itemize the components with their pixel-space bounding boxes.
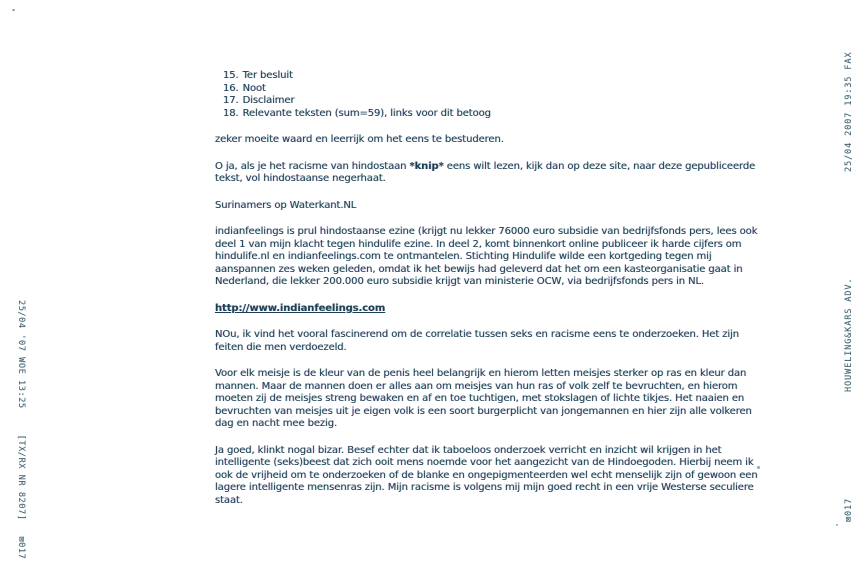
paragraph-complaint: indianfeelings is prul hindostaanse ezine (krijgt nu lekker 76000 euro subsidie van bedrijfsfonds pers, lees ook deel 1 van mijn klacht tegen hindulife ezine. In deel 2, komt binnenkort online publiceer ik harde cijfers om hindulife.nl en indianfeelings.com te ontmantelen. Stichting Hindulife wilde een kortgeding tegen mij aanspannen zes weken geleden, omdat ik het bewijs had geleverd dat het om een kasteorganisatie gaat in Nederland, die lekker 200.000 euro subsidie krijgt van ministerie OCW, via bedrijfsfonds pers in NL. <box>215 226 758 287</box>
indianfeelings-link[interactable]: http://www.indianfeelings.com <box>215 302 386 314</box>
fax-stamp-right-page-number: ⊠017 <box>844 497 854 522</box>
paragraph-oja-text: eens wilt lezen, kijk dan op deze site, naar deze gepubliceerde tekst, vol hindostaanse negerhaat. <box>215 160 756 184</box>
scan-speck <box>757 466 760 469</box>
paragraph-intro: zeker moeite waard en leerrijk om het eens te bestuderen. <box>215 134 504 145</box>
list-item-number: 17. <box>223 95 239 106</box>
document-body <box>215 70 855 521</box>
list-item-label: Noot <box>242 82 266 94</box>
list-item <box>223 70 855 83</box>
paragraph-oja <box>215 161 855 186</box>
fax-left-page-number: ⊠017 <box>16 536 26 560</box>
list-item <box>223 95 855 108</box>
list-item-number: 16. <box>223 82 239 94</box>
scan-speck <box>836 524 838 526</box>
scan-speck <box>12 9 15 11</box>
fax-stamp-right-sender: HOUWELING&KARS ADV. <box>844 277 854 392</box>
paragraph-oja-text: O ja, als je het racisme van hindostaan <box>215 160 410 172</box>
knip-bold-text: *knip* <box>409 160 444 172</box>
fax-left-txrx-number: [TX/RX NR 8207] <box>16 434 26 521</box>
list-item <box>223 108 855 121</box>
numbered-list <box>223 70 855 120</box>
list-item-label: Relevante teksten (sum=59), links voor dit betoog <box>242 107 491 119</box>
list-item-number: 18. <box>223 107 239 119</box>
fax-left-datetime: 25/04 '07 WOE 13:25 <box>16 300 26 409</box>
paragraph-correlatie: NOu, ik vind het vooral fascinerend om de correlatie tussen seks en racisme eens te onderzoeken. Het zijn feiten die men verdoezeld. <box>215 329 740 353</box>
site-name: Surinamers op Waterkant.NL <box>215 199 357 211</box>
list-item <box>223 83 855 96</box>
list-item-label: Disclaimer <box>242 95 295 106</box>
list-item-number: 15. <box>223 70 239 81</box>
paragraph-slot: Ja goed, klinkt nogal bizar. Besef echter dat ik taboeloos onderzoek verricht en inzicht wil krijgen in het intelligente (seks)beest dat zich ooit mens noemde voor het aangezicht van de Hindoegoden. Hierbij neem ik ook de vrijheid om te onderzoeken of de blanke en ongepigmenteerden wel echt menselijk zijn of gewoon een lagere intelligente mensenras zijn. Mijn racisme is volgens mij mijn goed recht in een vrije Westerse seculiere staat. <box>215 444 758 506</box>
list-item-label: Ter besluit <box>242 70 293 81</box>
fax-stamp-left <box>12 300 26 580</box>
paragraph-meisje: Voor elk meisje is de kleur van de penis heel belangrijk en hierom letten meisjes sterker op ras en kleur dan mannen. Maar de mannen doen er alles aan om meisjes van hun ras of volk zelf te bevruchten, en hierom moeten zij de meisjes streng bewaken en af en toe tuchtigen, met stokslagen of lichte tikjes. Het naaien en bevruchten van meisjes uit je eigen volk is een soort burgerplicht van jongemannen en hier zijn alle volkeren dag en nacht mee bezig. <box>215 368 752 429</box>
fax-stamp-right-datetime: 25/04 2007 19:35 FAX <box>844 51 854 172</box>
